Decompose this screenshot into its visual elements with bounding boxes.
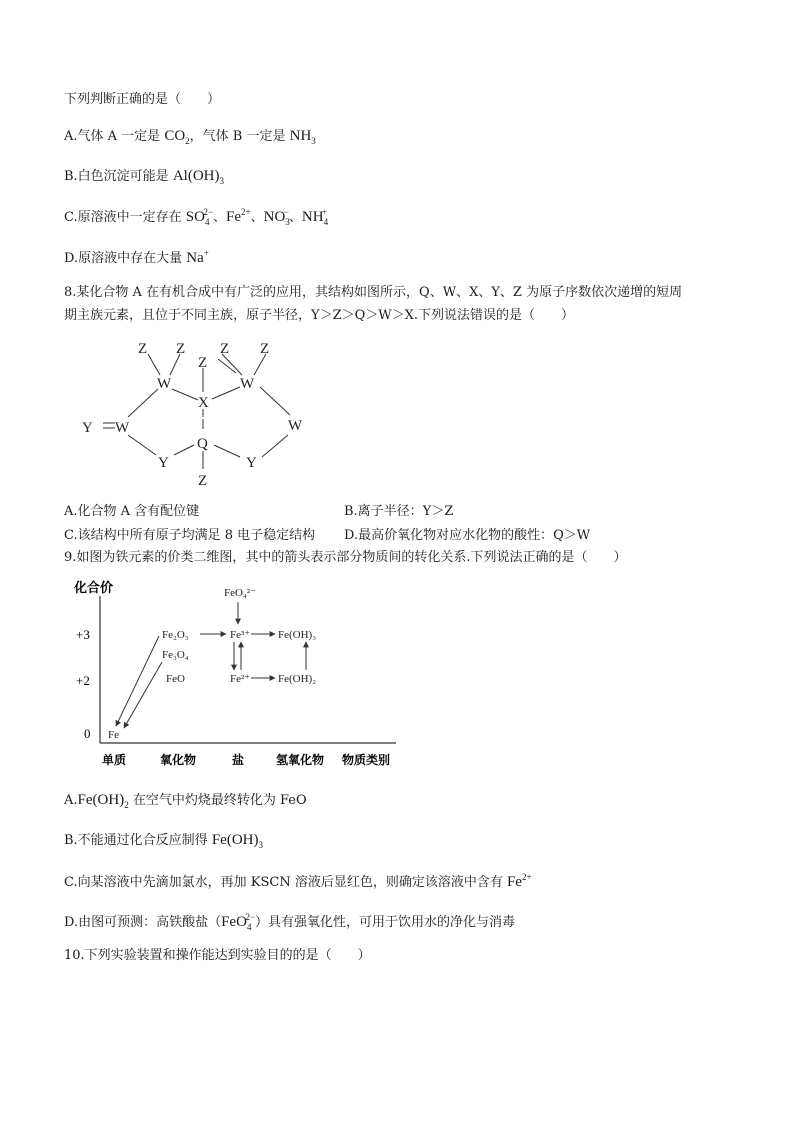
- atom-w-1: W: [157, 376, 172, 392]
- atom-z-1: Z: [138, 341, 148, 357]
- q7-option-d: D.原溶液中存在大量 Na+: [64, 248, 209, 266]
- ytick-plus2: +2: [76, 673, 90, 688]
- q8-stem-line2: 期主族元素，且位于不同主族，原子半径，Y＞Z＞Q＞W＞X.下列说法错误的是（ ）: [64, 308, 575, 323]
- q8-option-a: A.化合物 A 含有配位键: [64, 504, 200, 519]
- q7-option-a: A.气体 A 一定是 $CO_2$，气体 B 一定是 $NH_3$: [64, 128, 316, 146]
- atom-z-6: Z: [198, 473, 208, 489]
- species-feo: FeO: [166, 673, 185, 685]
- q7-option-c: C.原溶液中一定存在 $SO_4^{2-}$、$Fe^{2+}$、$NO_3^-$、$NH_4^+$: [64, 207, 329, 227]
- species-feo4: FeO₄²⁻: [224, 587, 256, 599]
- species-fe3o4: Fe₃O₄: [162, 649, 189, 661]
- y-axis-label: 化合价: [74, 581, 114, 596]
- q9-option-d: D.由图可预测：高铁酸盐（FeO$_4^{2-}$）具有强氧化性，可用于饮用水的净化与消毒: [64, 912, 516, 932]
- xtick-element: 单质: [102, 753, 127, 767]
- q8-option-d: D.最高价氧化物对应水化物的酸性：Q＞W: [344, 528, 591, 543]
- xtick-salt: 盐: [232, 753, 245, 767]
- q8-stem-line1: 8.某化合物 A 在有机合成中有广泛的应用，其结构如图所示，Q、W、X、Y、Z 为原子序数依次递增的短周: [64, 285, 683, 300]
- atom-y-1: Y: [158, 455, 169, 471]
- species-feoh2: Fe(OH)₂: [278, 673, 317, 685]
- q9-option-c: C.向某溶液中先滴加氯水，再加 KSCN 溶液后显红色，则确定该溶液中含有 $Fe^{2+}$: [64, 872, 532, 890]
- atom-y-2: Y: [246, 455, 257, 471]
- species-fe2o3: Fe₂O₃: [162, 629, 189, 641]
- q9-option-b: B.不能通过化合反应制得 $Fe(OH)_3$: [64, 832, 263, 850]
- species-feoh3: Fe(OH)₃: [278, 629, 317, 641]
- species-fe: Fe: [108, 729, 119, 741]
- atom-y-left: Y: [82, 420, 93, 436]
- atom-w-2: W: [240, 376, 255, 392]
- q9-iron-valence-chart: [66, 578, 406, 773]
- q10-stem: 10.下列实验装置和操作能达到实验目的的是（ ）: [64, 948, 371, 963]
- atom-w-4: W: [288, 418, 303, 434]
- species-fe3plus: Fe³⁺: [230, 629, 251, 641]
- atom-x: X: [198, 395, 209, 411]
- xtick-hydroxide: 氢氧化物: [276, 753, 325, 767]
- atom-w-3: W: [115, 420, 130, 436]
- atom-q: Q: [197, 436, 208, 452]
- q8-option-b: B.离子半径：Y＞Z: [344, 504, 454, 519]
- q8-structure-diagram: [70, 335, 340, 495]
- xtick-oxide: 氧化物: [160, 753, 197, 767]
- species-fe2plus: Fe²⁺: [230, 673, 251, 685]
- q8-option-c: C.该结构中所有原子均满足 8 电子稳定结构: [64, 528, 316, 543]
- q7-option-b: B.白色沉淀可能是 $Al(OH)_3$: [64, 168, 224, 186]
- q7-stem: 下列判断正确的是（ ）: [64, 92, 221, 107]
- q9-option-a: $A.Fe(OH)_2$ 在空气中灼烧最终转化为 FeO: [64, 792, 307, 810]
- ytick-plus3: +3: [76, 627, 90, 642]
- atom-z-2: Z: [176, 341, 186, 357]
- atom-z-3: Z: [198, 355, 208, 371]
- ytick-zero: 0: [84, 726, 91, 741]
- xtick-category: 物质类别: [342, 753, 391, 767]
- atom-z-5: Z: [260, 341, 270, 357]
- q9-stem: 9.如图为铁元素的价类二维图，其中的箭头表示部分物质间的转化关系.下列说法正确的是（ ）: [64, 550, 627, 565]
- atom-z-4: Z: [220, 341, 230, 357]
